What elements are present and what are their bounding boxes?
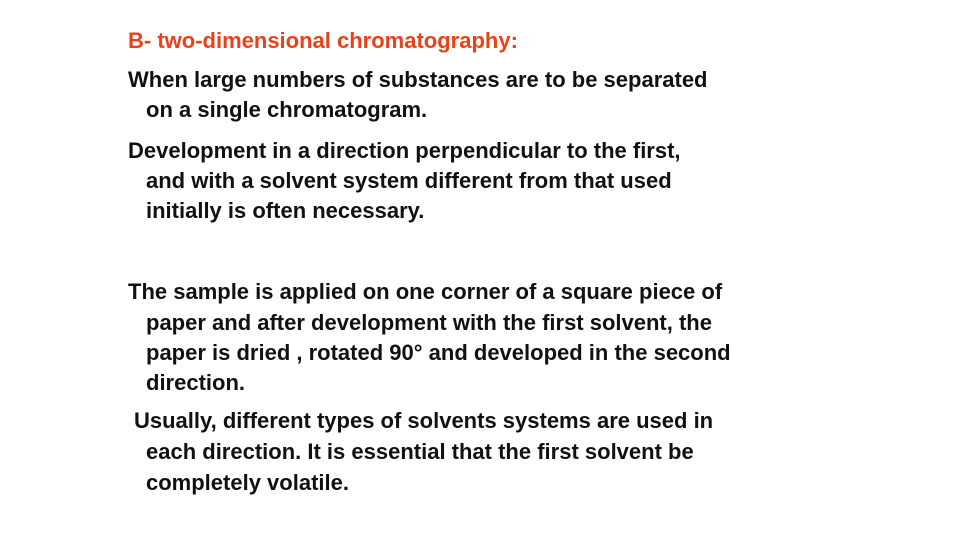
paragraph-2-line-1: Development in a direction perpendicular to the first, [128,138,681,163]
paragraph-2-line-2: and with a solvent system different from that used [146,168,672,193]
paragraph-4-line-2: each direction. It is essential that the first solvent be [146,439,694,464]
slide-heading: B- two-dimensional chromatography: [128,28,518,53]
paragraph-3-line-3: paper is dried , rotated 90° and developed in the second [146,340,731,365]
paragraph-3-line-1: The sample is applied on one corner of a square piece of [128,279,723,304]
paragraph-1-line-1: When large numbers of substances are to be separated [128,67,708,92]
paragraph-2-line-3: initially is often necessary. [146,198,425,223]
paragraph-4-line-3: completely volatile. [146,470,349,495]
paragraph-3-line-4: direction. [146,370,246,395]
paragraph-3-line-2: paper and after development with the first solvent, the [146,310,712,335]
paragraph-1-line-2: on a single chromatogram. [146,97,428,122]
paragraph-4-line-1: Usually, different types of solvents systems are used in [134,408,714,433]
